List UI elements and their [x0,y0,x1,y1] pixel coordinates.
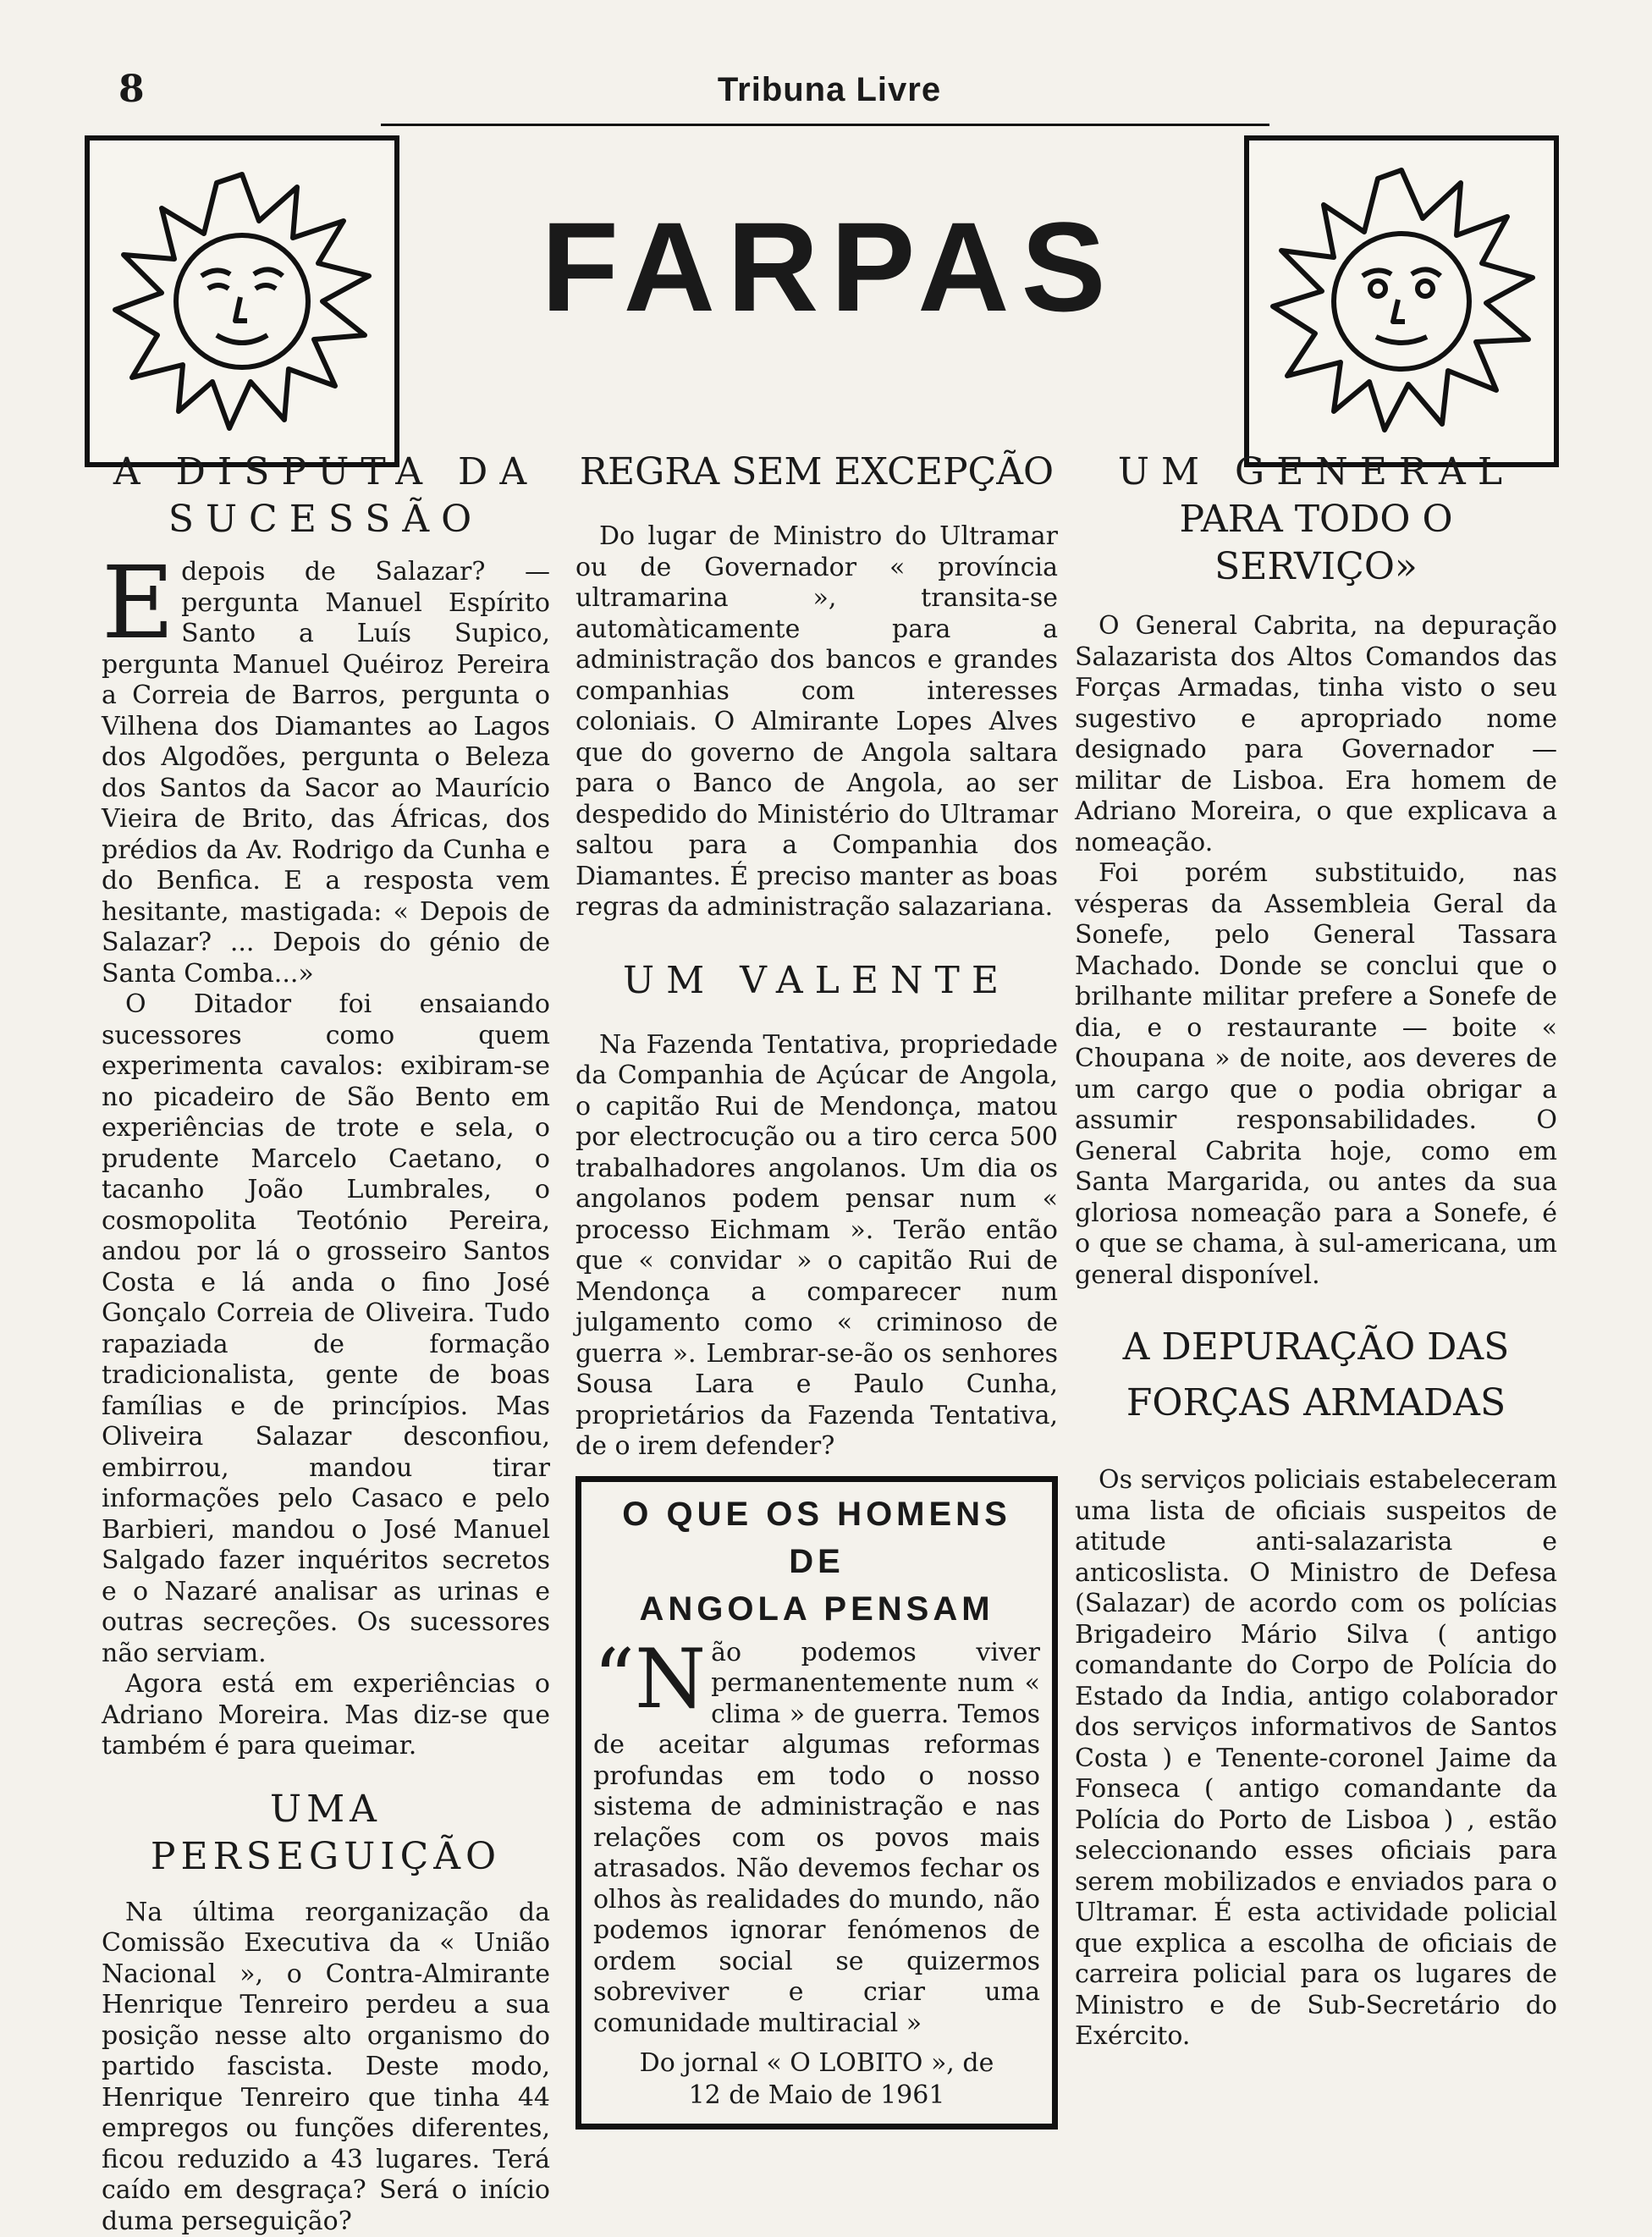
sun-face-icon [1249,141,1554,462]
article-title-a-disputa-line2: SUCESSÃO [102,496,550,543]
article-title-depuracao-line2: FORÇAS ARMADAS [1075,1375,1557,1431]
quote-mark: “N [593,1641,706,1717]
column-left [102,449,550,2237]
article-paragraph: Os serviços policiais estabeleceram uma lista de oficiais suspeitos de atitude anti-salazarista e anticoslista. O Ministro de Defesa (Salazar) de acordo com os polícias Brigadeiro Mário Silva ( antigo comandante do Corpo de Polícia do Estado da India, antigo colaborador dos serviços informativos de Santos Costa ) e Tenente-coronel Jaime da Fonseca ( antigo comandante da Polícia do Porto de Lisboa ) , estão seleccionando esses oficiais para serem mobilizados e enviados para o Ultramar. É esta actividade policial que explica a escolha de oficiais de carreira policial para os lugares de Ministro e de Sub-Secretário do Exército. [1075,1465,1557,2052]
article-paragraph: Foi porém substituido, nas vésperas da Assembleia Geral da Sonefe, pelo General Tassara Machado. Donde se conclui que o brilhante militar prefere a Sonefe de dia, e o restaurante — boite « Choupana » de noite, aos deveres de um cargo que o podia obrigar a assumir responsabilidades. O General Cabrita hoje, como em Santa Margarida, ou antes da sua gloriosa nomeação para a Sonefe, é o que se chama, à sul-americana, um general disponível. [1075,858,1557,1291]
article-paragraph: Edepois de Salazar? — pergunta Manuel Espírito Santo a Luís Supico, pergunta Manuel Quéiroz Pereira a Correia de Barros, pergunta o Vilhena dos Diamantes ao Lagos dos Algodões, pergunta o Beleza dos Santos da Sacor ao Maurício Vieira de Brito, das Áfricas, dos prédios da Av. Rodrigo da Cunha e do Benfica. E a resposta vem hesitante, mastigada: « Depois de Salazar? ... Depois do génio de Santa Comba...» [102,557,550,989]
quote-box-title-line2: ANGOLA PENSAM [593,1585,1040,1633]
article-title-um-general-line2: PARA TODO O SERVIÇO» [1075,496,1557,591]
drop-cap: E [102,562,174,643]
quote-box-title: O QUE OS HOMENS DE [593,1490,1040,1585]
column-middle [575,449,1058,2130]
article-paragraph: Do lugar de Ministro do Ultramar ou de Governador « província ultramarina », transita-se automàticamente para a administração dos bancos e grandes companhias com interesses coloniais. O Almirante Lopes Alves que do governo de Angola saltara para o Banco de Angola, ao ser despedido do Ministério do Ultramar saltou para a Companhia dos Diamantes. É preciso manter as boas regras da administração salazariana. [575,521,1058,923]
article-title-um-valente: UM VALENTE [575,957,1058,1005]
quote-source-date: 12 de Maio de 1961 [593,2080,1040,2112]
article-title-uma-perseguicao: UMA PERSEGUIÇÃO [102,1786,550,1881]
article-title-depuracao: A DEPURAÇÃO DAS [1075,1320,1557,1375]
quote-text: “N ão podemos viver permanentemente num « clima » de guerra. Temos de aceitar algumas reformas profundas em todo o nosso sistema de administração e nas relações com os povos mais atrasados. Não devemos fechar os olhos às realidades do mundo, não podemos ignorar fenómenos de ordem social se quizermos sobreviver e criar uma comunidade multiracial » [593,1638,1040,2040]
sun-illustration-left [85,135,399,467]
header-rule [381,124,1269,126]
sun-face-icon [90,141,394,462]
column-right [1075,449,1557,2052]
newspaper-name: Tribuna Livre [660,71,999,109]
page-number: 8 [118,68,145,111]
article-paragraph: Na Fazenda Tentativa, propriedade da Companhia de Açúcar de Angola, o capitão Rui de Mendonça, matou por electrocução ou a tiro cerca 500 trabalhadores angolanos. Um dia os angolanos podem pensar num « processo Eichmam ». Terão então que « convidar » o capitão Rui de Mendonça a comparecer num julgamento como « criminoso de guerra ». Lembrar-se-ão os senhores Sousa Lara e Paulo Cunha, proprietários da Fazenda Tentativa, de o irem defender? [575,1030,1058,1463]
quote-box [575,1476,1058,2130]
article-title-um-general: UM GENERAL [1075,449,1557,496]
sun-illustration-right [1244,135,1559,467]
article-paragraph: O Ditador foi ensaiando sucessores como quem experimenta cavalos: exibiram-se no picadeiro de São Bento em experiências de trote e sela, o prudente Marcelo Caetano, o tacanho João Lumbrales, o cosmopolita Teotónio Pereira, andou por lá o grosseiro Santos Costa e lá anda o fino José Gonçalo Correia de Oliveira. Tudo rapaziada de formação tradicionalista, gente de boas famílias e de princípios. Mas Oliveira Salazar desconfiou, embirrou, mandou tirar informações pelo Casaco e pelo Barbieri, mandou o José Manuel Salgado fazer inquéritos secretos e o Nazaré analisar as urinas e outras secreções. Os sucessores não serviam. [102,989,550,1669]
article-paragraph: Na última reorganização da Comissão Executiva da « União Nacional », o Contra-Almirante Henrique Tenreiro perdeu a sua posição nesse alto organismo do partido fascista. Deste modo, Henrique Tenreiro que tinha 44 empregos ou funções diferentes, ficou reduzido a 43 lugares. Terá caído em desgraça? Será o início duma perseguição? [102,1898,550,2237]
article-paragraph: Agora está em experiências o Adriano Moreira. Mas diz-se que também é para queimar. [102,1669,550,1762]
section-masthead: FARPAS [474,203,1185,330]
article-title-regra: REGRA SEM EXCEPÇÃO [575,449,1058,496]
article-title-a-disputa: A DISPUTA DA [102,449,550,496]
quote-source: Do jornal « O LOBITO », de [593,2047,1040,2080]
article-paragraph: O General Cabrita, na depuração Salazarista dos Altos Comandos das Forças Armadas, tinha visto o seu sugestivo e apropriado nome designado para Governador — militar de Lisboa. Era homem de Adriano Moreira, o que explicava a nomeação. [1075,611,1557,858]
